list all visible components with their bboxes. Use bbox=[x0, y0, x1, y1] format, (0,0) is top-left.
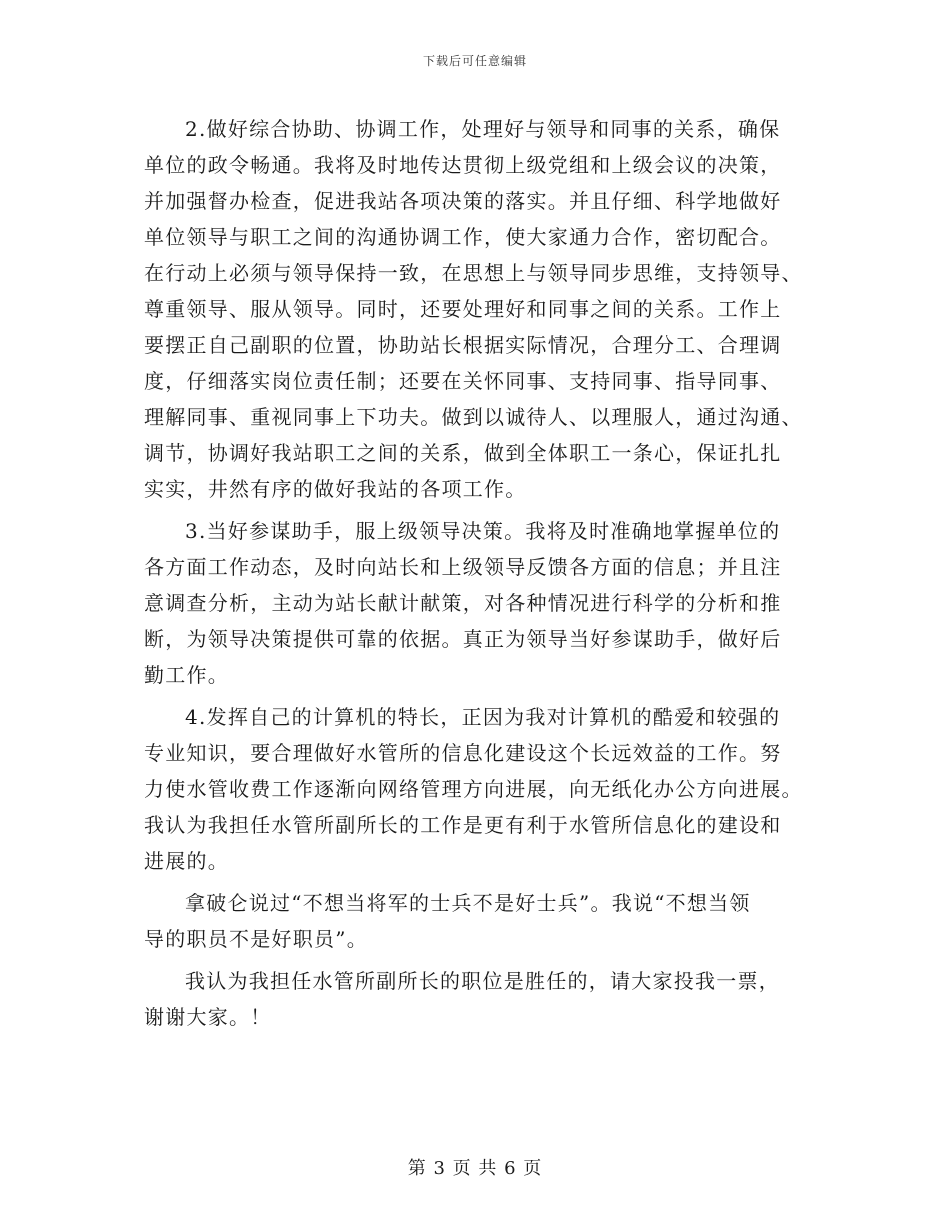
text-line: 度，仔细落实岗位责任制；还要在关怀同事、支持同事、指导同事、 bbox=[144, 369, 782, 393]
text-line: 我认为我担任水管所副所长的工作是更有利于水管所信息化的建设和 bbox=[144, 813, 782, 837]
text-line: 我认为我担任水管所副所长的职位是胜任的，请大家投我一票， bbox=[185, 969, 780, 993]
text-line: 调节，协调好我站职工之间的关系，做到全体职工一条心，保证扎扎 bbox=[144, 441, 782, 465]
text-line: 进展的。 bbox=[144, 849, 229, 873]
text-line: 导的职员不是好职员”。 bbox=[144, 927, 368, 951]
text-line: 单位领导与职工之间的沟通协调工作，使大家通力合作，密切配合。 bbox=[144, 225, 782, 249]
text-line: 单位的政令畅通。我将及时地传达贯彻上级党组和上级会议的决策， bbox=[144, 153, 782, 177]
text-line: 各方面工作动态，及时向站长和上级领导反馈各方面的信息；并且注 bbox=[144, 555, 782, 579]
text-line: 断，为领导决策提供可靠的依据。真正为领导当好参谋助手，做好后 bbox=[144, 627, 782, 651]
text-line: 勤工作。 bbox=[144, 663, 229, 687]
page-header: 下载后可任意编辑 bbox=[422, 54, 527, 68]
text-line: 4.发挥自己的计算机的特长，正因为我对计算机的酷爱和较强的 bbox=[185, 705, 781, 729]
text-line: 2.做好综合协助、协调工作，处理好与领导和同事的关系，确保 bbox=[185, 117, 781, 141]
text-line: 意调查分析，主动为站长献计献策，对各种情况进行科学的分析和推 bbox=[144, 591, 782, 615]
text-line: 并加强督办检查，促进我站各项决策的落实。并且仔细、科学地做好 bbox=[144, 189, 782, 213]
text-line: 专业知识，要合理做好水管所的信息化建设这个长远效益的工作。努 bbox=[144, 741, 782, 765]
text-line: 谢谢大家。！ bbox=[144, 1005, 272, 1029]
text-line: 要摆正自己副职的位置，协助站长根据实际情况，合理分工、合理调 bbox=[144, 333, 782, 357]
text-line: 拿破仑说过“不想当将军的士兵不是好士兵”。我说“不想当领 bbox=[185, 891, 751, 915]
text-line: 在行动上必须与领导保持一致，在思想上与领导同步思维，支持领导、 bbox=[144, 261, 803, 285]
page-number: 第 3 页 共 6 页 bbox=[407, 1158, 543, 1179]
text-line: 3.当好参谋助手，服上级领导决策。我将及时准确地掌握单位的 bbox=[185, 519, 781, 543]
text-line: 尊重领导、服从领导。同时，还要处理好和同事之间的关系。工作上 bbox=[144, 297, 782, 321]
text-line: 实实，井然有序的做好我站的各项工作。 bbox=[144, 477, 527, 501]
text-line: 力使水管收费工作逐渐向网络管理方向进展，向无纸化办公方向进展。 bbox=[144, 777, 803, 801]
text-line: 理解同事、重视同事上下功夫。做到以诚待人、以理服人，通过沟通、 bbox=[144, 405, 803, 429]
